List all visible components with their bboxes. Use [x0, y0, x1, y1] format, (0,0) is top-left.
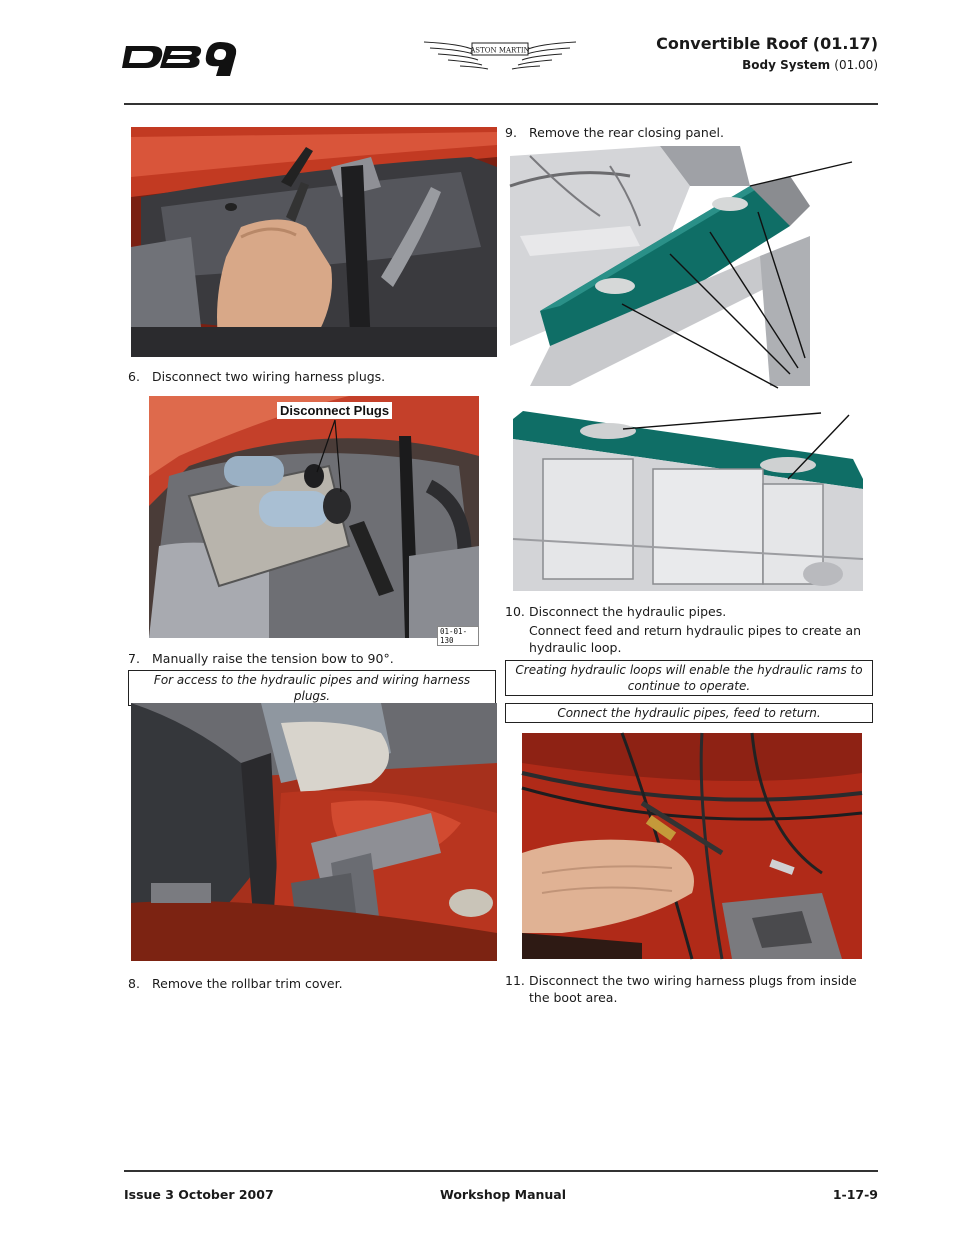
subtitle-label: Body System: [742, 58, 831, 72]
step-7-number: 7.: [128, 651, 140, 666]
step-10-number: 10.: [505, 604, 525, 619]
step-11: [505, 972, 877, 1006]
photo-disconnect-plugs: [149, 396, 479, 645]
step-7: [128, 650, 394, 667]
photo-wheel-arch-pliers: [131, 127, 497, 357]
photo-tension-bow-raised: [131, 703, 497, 961]
page-subtitle: [742, 58, 878, 72]
footer-issue: Issue 3 October 2007: [124, 1187, 274, 1202]
step-8: [128, 975, 343, 992]
photo-hydraulic-pipes: [522, 733, 862, 959]
step-6-text: Disconnect two wiring harness plugs.: [152, 369, 386, 384]
step-8-number: 8.: [128, 976, 140, 991]
step-9: [505, 124, 724, 141]
note-feed-to-return: Connect the hydraulic pipes, feed to return.: [505, 703, 873, 723]
photo-2-id: 01-01-130: [437, 626, 479, 646]
header-rule: [124, 103, 878, 105]
step-11-row: [505, 972, 877, 1006]
footer-manual-title: Workshop Manual: [440, 1187, 567, 1202]
step-10-text: Disconnect the hydraulic pipes.: [529, 604, 727, 619]
footer-page-number: 1-17-9: [832, 1187, 878, 1202]
step-9-text: Remove the rear closing panel.: [529, 125, 724, 140]
step-9-number: 9.: [505, 125, 517, 140]
aston-martin-wings-logo: [422, 36, 578, 76]
diagram-rear-closing-panel: [510, 146, 855, 386]
step-6-number: 6.: [128, 369, 140, 384]
footer-rule: [124, 1170, 878, 1172]
step-10-subtext: Connect feed and return hydraulic pipes to create an hydraulic loop.: [529, 623, 862, 655]
step-6: [128, 368, 385, 385]
page-title: Convertible Roof (01.17): [656, 34, 878, 53]
aston-martin-wordmark: ASTON MARTIN: [470, 46, 530, 55]
step-8-text: Remove the rollbar trim cover.: [152, 976, 343, 991]
step-10: [505, 603, 726, 620]
callout-disconnect-plugs: Disconnect Plugs: [277, 402, 392, 419]
note-access-hydraulic: For access to the hydraulic pipes and wiring harness plugs.: [128, 670, 496, 706]
step-11-text: Disconnect the two wiring harness plugs from inside the boot area.: [529, 973, 857, 1005]
diagram-rear-panel-view: [513, 409, 863, 591]
db9-logo: [122, 38, 242, 78]
step-11-number: 11.: [505, 973, 525, 988]
note-hydraulic-loops: Creating hydraulic loops will enable the hydraulic rams to continue to operate.: [505, 660, 873, 696]
subtitle-code: (01.00): [834, 58, 878, 72]
step-7-text: Manually raise the tension bow to 90°.: [152, 651, 394, 666]
